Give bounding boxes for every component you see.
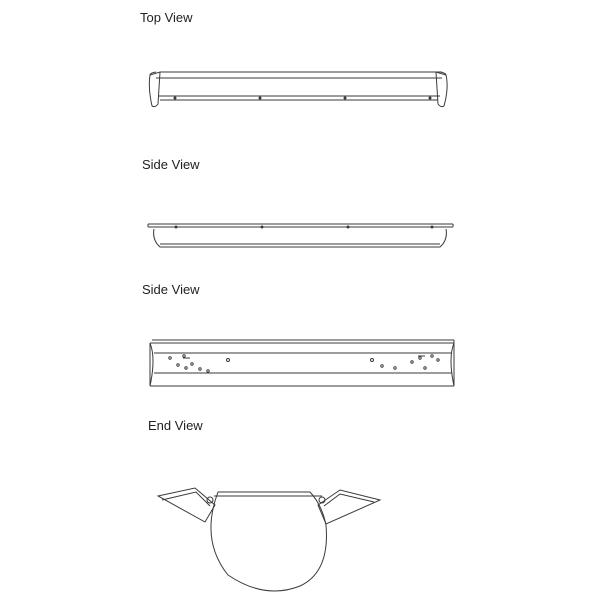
top-view-label: Top View	[140, 10, 193, 25]
mounting-holes-right	[371, 355, 440, 369]
end-view-label: End View	[148, 418, 203, 433]
side-view-label-1: Side View	[142, 157, 200, 172]
end-view-drawing	[158, 488, 380, 591]
left-wing	[158, 488, 215, 522]
mounting-holes-left	[169, 355, 230, 372]
side-view-label-2: Side View	[142, 282, 200, 297]
top-view-drawing	[149, 72, 447, 107]
side-view-drawing-1	[148, 224, 453, 247]
right-wing	[318, 490, 380, 524]
side-view-drawing-2	[150, 340, 454, 386]
